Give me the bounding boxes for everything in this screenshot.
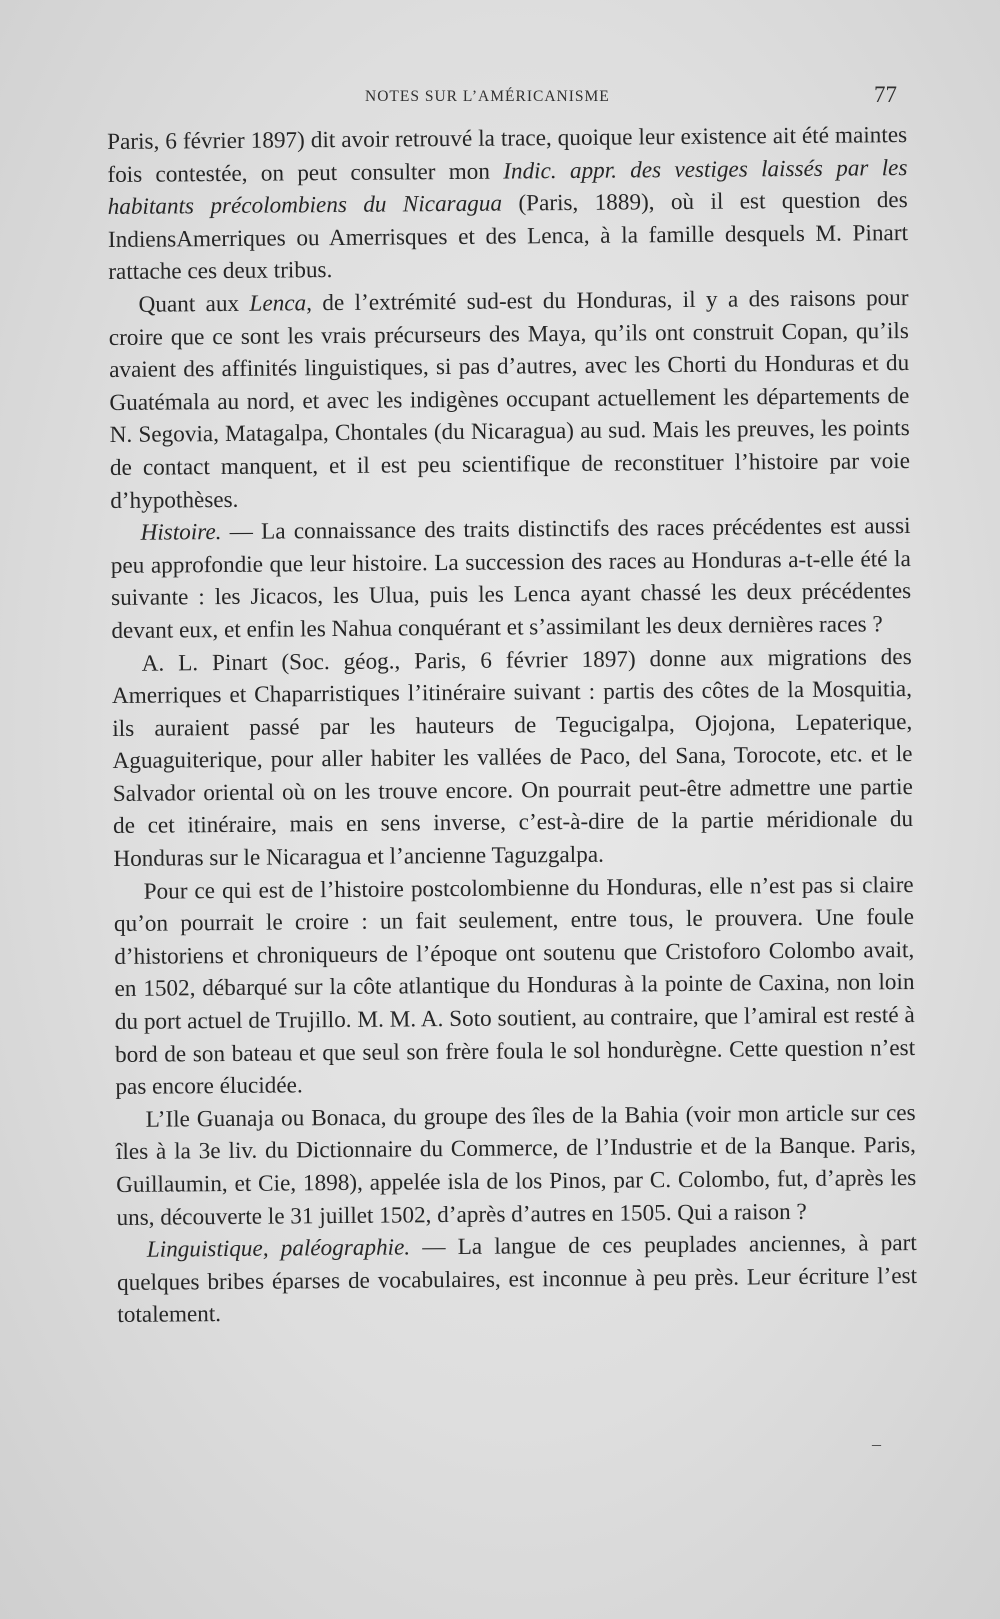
- text-segment: — La connaissance des traits distinctifs des races précédentes est aussi peu approfondie que leur histoire. La succession des races au Honduras a-t-elle été la suivante : les Jicacos, les Ulua, puis les Lenca ayant chassé les deux précédentes devant eux, et enfin les Nahua conquérant et s’assimilant les deux dernières races ?: [110, 513, 912, 644]
- text-segment: (Paris, 1889), où il est question des IndiensAmerriques ou Amerrisques et des Lenca, à la famille desquels M. Pinart rattache ces deux tribus.: [107, 187, 909, 286]
- running-head: NOTES SUR L’AMÉRICANISME: [365, 88, 610, 105]
- page-number: 77: [874, 82, 897, 107]
- page-header: [0, 82, 1000, 112]
- text-segment: Pour ce qui est de l’histoire postcolombienne du Honduras, elle n’est pas si claire qu’on pourrait le croire : un fait seulement, entre tous, le prouvera. Une foule d’historiens et chroniqueurs de l’époque ont soutenu que Cristoforo Colombo avait, en 1502, débarqué sur la côte atlantique du Honduras à la pointe de Caxina, non loin du port actuel de Trujillo. M. M. A. Soto soutient, au contraire, que l’amiral est resté à bord de son bateau et que seul son frère foula le sol hondurègne. Cette question n’est pas encore élucidée.: [113, 871, 916, 1101]
- paragraph-7: [117, 1227, 918, 1332]
- text-segment: — La langue de ces peuplades anciennes, à part quelques bribes éparses de vocabulaires, est inconnue à peu près. Leur écriture l’est totalement.: [116, 1230, 918, 1329]
- paragraph-2: [108, 282, 910, 517]
- paragraph-6: [116, 1097, 917, 1234]
- text-segment: A. L. Pinart (Soc. géog., Paris, 6 février 1897) donne aux migrations des Amerriques et Chaparristiques l’itinéraire suivant : partis des côtes de la Mosquitia, ils auraient passé par les hauteurs de Tegucigalpa, Ojojona, Lepaterique, Aguaguiterique, pour aller habiter les vallées de Paco, del Sana, Torocote, etc. et le Salvador oriental où on les trouve encore. On pourrait peut-être admettre une partie de cet itinéraire, mais en sens inverse, c’est-à-dire de la partie méridionale du Honduras sur le Nicaragua et l’ancienne Taguzgalpa.: [111, 643, 914, 873]
- paragraph-1: [107, 119, 908, 289]
- text-segment: , de l’extrémité sud-est du Honduras, il y a des raisons pour croire que ce sont les vrais précurseurs des Maya, qu’ils ont construit Copan, qu’ils avaient des affinités linguistiques, si pas d’autres, avec les Chorti du Honduras et du Guatémala au nord, et avec les indigènes occupant actuellement les départements de N. Segovia, Matagalpa, Chontales (du Nicaragua) au sud. Mais les preuves, les points de contact manquent, et il est peu scientifique de reconstituer l’histoire par voie d’hypothèses.: [108, 284, 911, 514]
- text-segment: Paris, 6 février 1897) dit avoir retrouvé la trace, quoique leur existence ait été maintes fois contestée, on peut consulter mon: [107, 122, 908, 188]
- paragraph-3: [110, 510, 911, 647]
- section-heading-histoire: Histoire.: [140, 519, 222, 546]
- text-segment: Quant aux: [138, 290, 250, 318]
- text-segment: L’Ile Guanaja ou Bonaca, du groupe des îles de la Bahia (voir mon article sur ces îles à la 3e liv. du Dictionnaire du Commerce, de l’Industrie et de la Banque. Paris, Guillaumin, et Cie, 1898), appelée isla de los Pinos, par C. Colombo, fut, d’après les uns, découverte le 31 juillet 1502, d’après d’autres en 1505. Qui a raison ?: [115, 1099, 917, 1231]
- italic-term: Lenca: [249, 290, 307, 317]
- paragraph-4: [112, 640, 914, 875]
- footer-mark: –: [872, 1434, 881, 1454]
- paragraph-5: [114, 869, 916, 1104]
- citation-title: Indic. appr. des vestiges laissés par les habitants précolombiens du Nicaragua: [107, 154, 908, 221]
- body-text: [107, 119, 917, 1332]
- section-heading-linguistique: Linguistique, paléographie.: [146, 1234, 411, 1263]
